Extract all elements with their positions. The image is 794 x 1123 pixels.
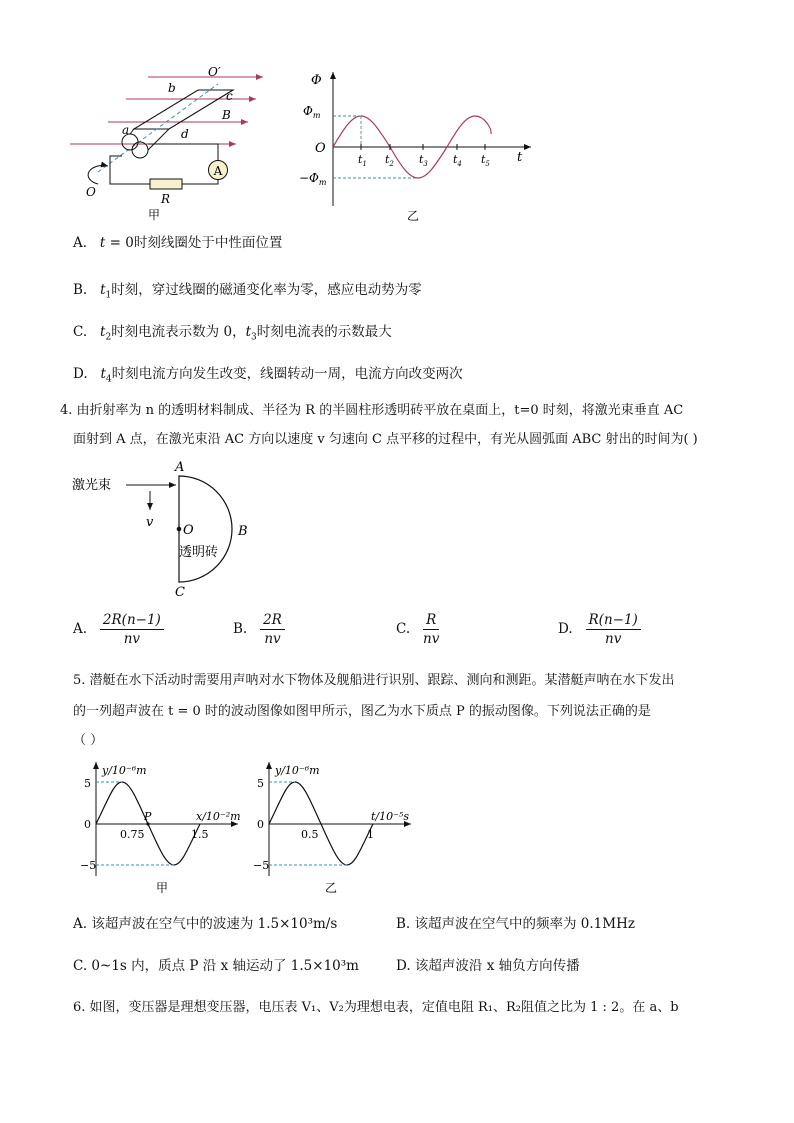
q6-stem-line1: 6. 如图，变压器是理想变压器，电压表 V₁、V₂为理想电表，定值电阻 R₁、R₂阻值之比为 1 : 2。在 a、b	[73, 1000, 679, 1015]
y-min-label: −5	[80, 859, 97, 872]
tick-t2: $t_2$	[385, 153, 394, 168]
q4-stem-line1: 4. 由折射率为 n 的透明材料制成、半径为 R 的半圆柱形透明砖平放在桌面上，t=0 时刻，将激光束垂直 AC	[60, 403, 684, 418]
label-laser: 激光束	[72, 478, 112, 493]
q4-option-d: D. $\frac{R(n-1)}{nv}$	[558, 611, 641, 648]
label-A: A	[175, 460, 185, 475]
q5-option-b: B. 该超声波在空气中的频率为 0.1MHz	[396, 916, 635, 932]
label-c: c	[226, 89, 233, 103]
figure-generator-jia	[68, 62, 273, 227]
label-C: C	[175, 585, 185, 600]
y-axis-label: y/10⁻⁶m	[102, 764, 147, 777]
figure-semicircle-brick	[68, 458, 268, 600]
p-label: P	[144, 810, 152, 823]
tick-t5: $t_5$	[481, 153, 490, 168]
q3-option-a: A. t = 0时刻线圈处于中性面位置	[73, 235, 283, 251]
circuit-wire	[182, 179, 218, 184]
label-B: B	[222, 108, 231, 122]
circuit-wire	[148, 144, 218, 161]
ammeter-label: A	[213, 164, 223, 178]
q5-stem-line3: （ ）	[73, 733, 104, 748]
label-brick: 透明砖	[179, 545, 219, 560]
graph-vibration-yi	[253, 758, 423, 900]
q5-stem-line1: 5. 潜艇在水下活动时需要用声呐对水下物体及舰船进行识别、跟踪、测向和测距。某潜艇声呐在水下发出	[73, 673, 675, 688]
origin-label: 0	[84, 818, 91, 831]
q3-option-d: D. $t_4$时刻电流方向发生改变，线圈转动一周，电流方向改变两次	[73, 366, 463, 385]
resistor	[150, 179, 182, 189]
label-v: v	[146, 515, 154, 530]
q4-option-c: C. $\frac{R}{nv}$	[396, 612, 440, 647]
x-axis-label: t/10⁻⁵s	[371, 810, 409, 823]
q5-option-d: D. 该超声波沿 x 轴负方向传播	[396, 958, 580, 974]
x-end-label: 1.5	[191, 828, 209, 841]
q4-option-a-fraction: $\frac{2R(n-1)}{nv}$	[100, 611, 164, 648]
caption-jia: 甲	[156, 881, 169, 895]
axis-phi-label: Φ	[311, 73, 322, 88]
x-end-label: 1	[367, 828, 374, 841]
tick-t3: $t_3$	[419, 153, 428, 168]
q5-option-c: C. 0~1s 内，质点 P 沿 x 轴运动了 1.5×10³m	[73, 958, 359, 974]
label-d: d	[181, 127, 189, 141]
x-axis-label: x/10⁻²m	[196, 810, 241, 823]
q4-option-b: B. $\frac{2R}{nv}$	[233, 611, 285, 648]
rotation-axis	[98, 84, 218, 172]
figure-flux-graph-yi	[295, 68, 540, 228]
label-B: B	[238, 524, 248, 539]
label-O: O	[86, 185, 96, 199]
q3-option-b: B. $t_1$时刻，穿过线圈的磁通变化率为零，感应电动势为零	[73, 282, 422, 301]
label-o-prime: O′	[208, 65, 221, 79]
tick-t4: $t_4$	[453, 153, 462, 168]
y-min-label: −5	[253, 859, 270, 872]
x-mid-label: 0.5	[301, 828, 319, 841]
q4-stem-line2: 面射到 A 点，在激光束沿 AC 方向以速度 v 匀速向 C 点平移的过程中，有光从圆弧面 ABC 射出的时间为( )	[73, 432, 698, 447]
caption-yi: 乙	[325, 881, 338, 895]
circuit-wire	[110, 156, 150, 184]
q4-option-a: A. $\frac{2R(n-1)}{nv}$	[73, 611, 164, 648]
y-max-label: 5	[84, 777, 91, 790]
x-mid-label: 0.75	[120, 828, 145, 841]
axis-t-label: t	[517, 150, 523, 165]
caption-jia: 甲	[148, 208, 161, 222]
label-R: R	[161, 192, 171, 206]
origin-label: 0	[257, 818, 264, 831]
q5-option-a: A. 该超声波在空气中的波速为 1.5×10³m/s	[73, 916, 338, 932]
center-point	[177, 527, 182, 532]
phi-m-label: $\Phi_m$	[303, 104, 321, 120]
q3-option-c: C. $t_2$时刻电流表示数为 0，$t_3$时刻电流表的示数最大	[73, 324, 392, 343]
q5-stem-line2: 的一列超声波在 t = 0 时的波动图像如图甲所示，图乙为水下质点 P 的振动图像。下列说法正确的是	[73, 704, 651, 719]
q4-option-c-fraction: $\frac{R}{nv}$	[423, 612, 440, 647]
y-axis-label: y/10⁻⁶m	[275, 764, 320, 777]
origin-label: O	[315, 141, 326, 156]
q4-option-d-fraction: $\frac{R(n-1)}{nv}$	[586, 611, 641, 648]
y-max-label: 5	[257, 777, 264, 790]
label-a: a	[122, 123, 130, 137]
graph-wave-jia	[80, 758, 250, 900]
label-O: O	[183, 523, 194, 538]
rotation-arrow	[88, 165, 108, 184]
q4-option-b-fraction: $\frac{2R}{nv}$	[260, 611, 285, 648]
caption-yi: 乙	[407, 209, 420, 223]
neg-phi-m-label: $-\Phi_m$	[299, 171, 327, 187]
label-b: b	[168, 81, 176, 95]
tick-t1: $t_1$	[358, 153, 367, 168]
